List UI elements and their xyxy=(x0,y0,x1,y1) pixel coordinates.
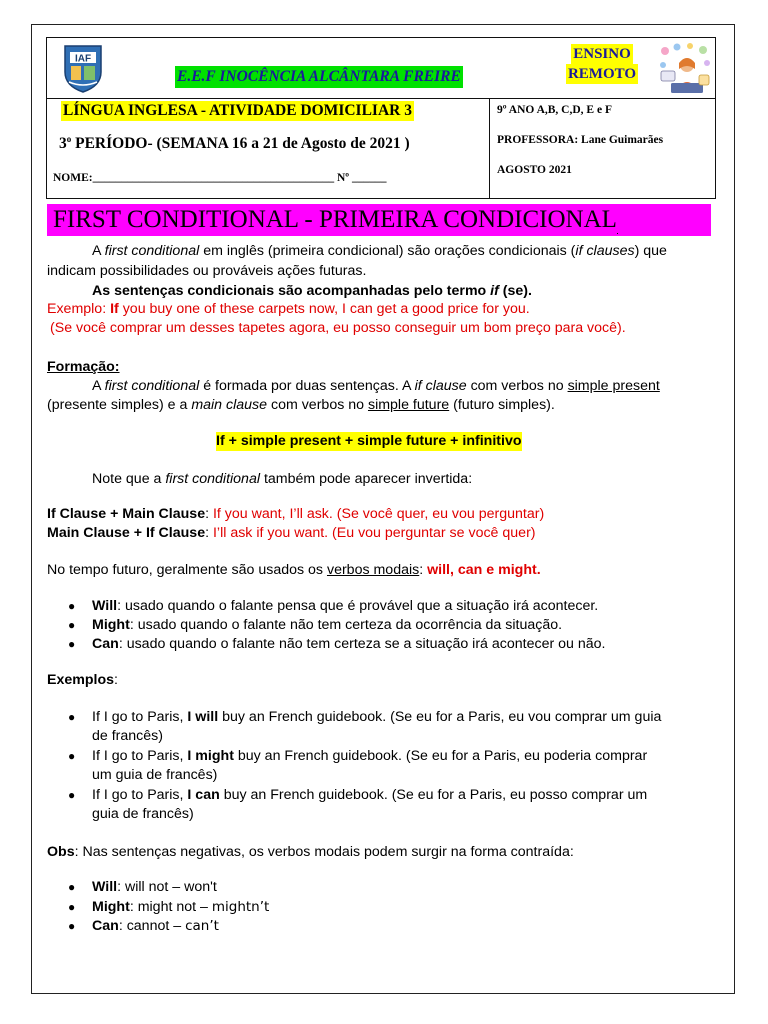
text: can’t xyxy=(185,918,219,934)
list-item xyxy=(92,616,562,635)
intro-line-2: indicam possibilidades ou prováveis ações futuras. xyxy=(47,263,367,279)
term: if clause xyxy=(414,378,467,394)
subject-title: LÍNGUA INGLESA - ATIVIDADE DOMICILIAR 3 xyxy=(63,102,412,119)
period-text: PERÍODO- (SEMANA 16 a 21 de Agosto de 2021 ) xyxy=(71,135,410,153)
text: (presente simples) e a xyxy=(47,397,192,413)
bullet-icon: ● xyxy=(68,710,76,724)
example: If you want, I’ll ask. (Se você quer, eu vou perguntar) xyxy=(212,506,545,522)
term: if xyxy=(490,283,499,299)
text: If I go to Paris, xyxy=(92,787,188,803)
list-item-continued: um guia de francês) xyxy=(92,767,218,783)
text: Exemplo: xyxy=(47,301,111,317)
text: com verbos no xyxy=(267,397,368,413)
term: Will xyxy=(92,598,118,614)
text: (se). xyxy=(498,283,532,299)
formula: If + simple present + simple future + infinitivo xyxy=(216,433,522,449)
label: Obs xyxy=(47,844,75,860)
list-item xyxy=(92,917,219,936)
text: (futuro simples). xyxy=(449,397,555,413)
term: I might xyxy=(187,748,234,764)
page-title xyxy=(47,204,711,236)
bullet-icon: ● xyxy=(68,637,76,651)
bullet-icon: ● xyxy=(68,788,76,802)
list-item-continued: guia de francês) xyxy=(92,806,194,822)
intro-line-1 xyxy=(92,242,667,261)
term: first conditional xyxy=(165,471,260,487)
label: Exemplos xyxy=(47,672,115,688)
text: A xyxy=(92,378,105,394)
logo-text: IAF xyxy=(74,53,92,65)
text: you buy one of these carpets now, I can get a good price for you. xyxy=(118,301,530,317)
text: : Nas sentenças negativas, os verbos modais podem surgir na forma contraída: xyxy=(74,844,574,860)
intro-line-3 xyxy=(92,282,532,301)
remoto-line: REMOTO xyxy=(567,66,637,82)
example: I’ll ask if you want. (Eu vou perguntar se você quer) xyxy=(212,525,536,541)
list-item xyxy=(92,747,647,766)
school-logo-icon xyxy=(61,42,105,94)
text: ) que xyxy=(634,243,667,259)
ensino-line: ENSINO xyxy=(573,46,631,62)
text: é formada por duas sentenças. A xyxy=(199,378,415,394)
text: : xyxy=(205,525,213,541)
header-right-cell xyxy=(497,98,713,198)
text: : xyxy=(419,562,428,578)
text: buy an French guidebook. (Se eu for a Paris, eu vou comprar um guia xyxy=(218,709,662,725)
term: Can xyxy=(92,636,119,652)
obs-line xyxy=(47,843,574,862)
bullet-icon: ● xyxy=(68,900,76,914)
text: : xyxy=(114,672,118,688)
text: : usado quando o falante não tem certeza se a situação irá acontecer ou não. xyxy=(118,636,606,652)
name-field-line: NOME:__________________________________________ Nº ______ xyxy=(53,172,387,184)
list-item xyxy=(92,786,647,805)
text: Note que a xyxy=(92,471,166,487)
text: buy an French guidebook. (Se eu for a Paris, eu posso comprar um xyxy=(219,787,648,803)
ensino-remoto-badge xyxy=(564,44,640,84)
text: As sentenças condicionais são acompanhadas pelo termo xyxy=(92,283,491,299)
formacao-heading: Formação: xyxy=(47,359,120,375)
clause-order-1 xyxy=(47,505,544,524)
title-main: FIRST CONDITIONAL - PRIMEIRA CONDICIONAL xyxy=(53,206,617,233)
term: I can xyxy=(187,787,220,803)
grade-text: 9º ANO A,B, C,D, E e F xyxy=(497,104,612,116)
text: mightn’t xyxy=(211,899,270,915)
term: Might xyxy=(92,899,130,915)
text: buy an French guidebook. (Se eu for a Paris, eu poderia comprar xyxy=(233,748,648,764)
term: simple future xyxy=(367,397,450,413)
list-item xyxy=(92,898,269,917)
bullet-icon: ● xyxy=(68,880,76,894)
term: will, can e might. xyxy=(427,562,541,578)
term: I will xyxy=(187,709,219,725)
list-item xyxy=(92,635,605,654)
term: If xyxy=(110,301,119,317)
text: A xyxy=(92,243,105,259)
text: If I go to Paris, xyxy=(92,748,188,764)
period-line xyxy=(59,134,410,153)
text: : might not – xyxy=(129,899,212,915)
bullet-icon: ● xyxy=(68,749,76,763)
text: : will not – won't xyxy=(117,879,217,895)
list-item-continued: de francês) xyxy=(92,728,163,744)
text: também pode aparecer invertida: xyxy=(260,471,473,487)
clause-order-2 xyxy=(47,524,536,543)
header-box xyxy=(46,37,716,199)
term: Might xyxy=(92,617,130,633)
modal-verbs-line xyxy=(47,561,541,580)
list-item xyxy=(92,708,661,727)
header-left-cell xyxy=(47,98,490,198)
term: if clauses xyxy=(575,243,635,259)
example-translation: (Se você comprar um desses tapetes agora, eu posso conseguir um bom preço para você). xyxy=(50,320,626,336)
text: em inglês (primeira condicional) são orações condicionais ( xyxy=(199,243,576,259)
text: : cannot – xyxy=(118,918,186,934)
title-trail xyxy=(617,206,618,234)
text: : usado quando o falante não tem certeza da ocorrência da situação. xyxy=(129,617,563,633)
date-text: AGOSTO 2021 xyxy=(497,164,572,176)
label: Main Clause + If Clause xyxy=(47,525,206,541)
bullet-icon: ● xyxy=(68,618,76,632)
term: verbos modais xyxy=(326,562,420,578)
example-line xyxy=(47,300,530,319)
term: simple present xyxy=(567,378,660,394)
formacao-line-2 xyxy=(47,396,555,415)
school-name: E.E.F INOCÊNCIA ALCÂNTARA FREIRE xyxy=(175,66,463,88)
teacher-text: PROFESSORA: Lane Guimarães xyxy=(497,134,664,146)
text: No tempo futuro, geralmente são usados os xyxy=(47,562,327,578)
term: main clause xyxy=(191,397,268,413)
list-item xyxy=(92,878,217,897)
bullet-icon: ● xyxy=(68,599,76,613)
list-item xyxy=(92,597,598,616)
exemplos-heading xyxy=(47,671,118,690)
period-number: 3 xyxy=(59,135,67,153)
formacao-line-1 xyxy=(92,377,660,396)
term: first conditional xyxy=(104,378,200,394)
text: If I go to Paris, xyxy=(92,709,188,725)
label: If Clause + Main Clause xyxy=(47,506,206,522)
text: : usado quando o falante pensa que é provável que a situação irá acontecer. xyxy=(117,598,599,614)
note-line xyxy=(92,470,472,489)
bullet-icon: ● xyxy=(68,919,76,933)
remote-learning-illustration-icon xyxy=(657,41,713,95)
header-top-row xyxy=(47,38,715,99)
term: Can xyxy=(92,918,119,934)
text: com verbos no xyxy=(466,378,568,394)
term: first conditional xyxy=(104,243,200,259)
text: : xyxy=(205,506,213,522)
period-sup: o xyxy=(66,134,72,144)
term: Will xyxy=(92,879,118,895)
